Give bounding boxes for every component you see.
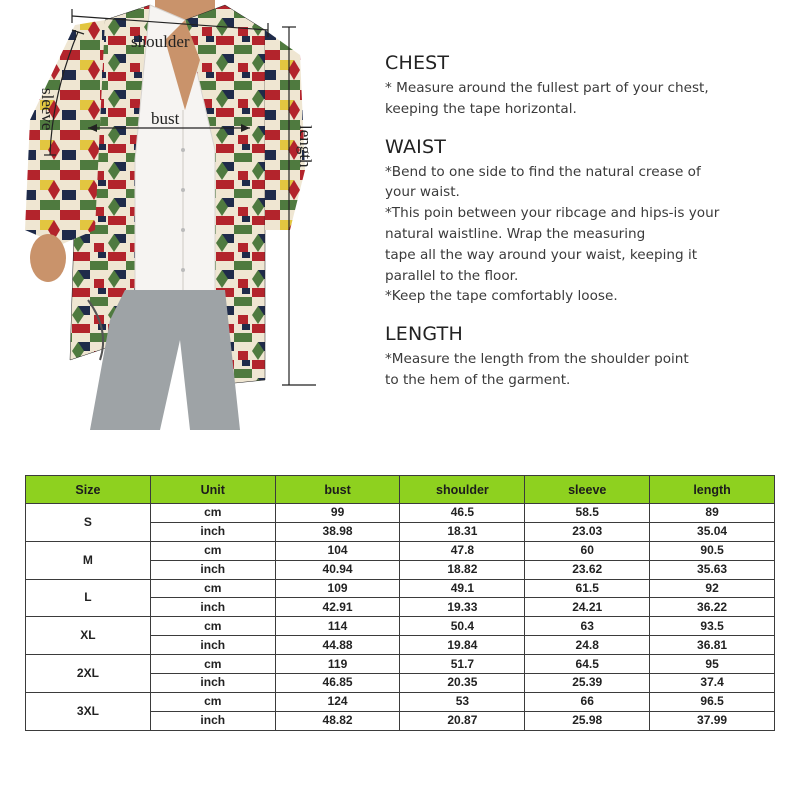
sleeve-cell: 60 (525, 541, 650, 560)
header-size: Size (26, 476, 151, 504)
unit-cell: inch (150, 522, 275, 541)
waist-line: your waist. (385, 184, 460, 201)
length-cell: 35.04 (650, 522, 775, 541)
waist-line: *Bend to one side to find the natural crease of (385, 163, 701, 180)
shoulder-cell: 49.1 (400, 579, 525, 598)
table-body (26, 504, 775, 731)
model-photo (0, 0, 330, 430)
length-line: *Measure the length from the shoulder point (385, 351, 689, 368)
measurement-instructions (385, 52, 785, 407)
unit-cell: cm (150, 692, 275, 711)
table-row (26, 579, 775, 598)
size-cell: L (26, 579, 151, 617)
unit-cell: inch (150, 711, 275, 730)
table-row (26, 617, 775, 636)
bust-cell: 46.85 (275, 674, 400, 693)
length-section (385, 323, 785, 391)
sleeve-cell: 25.98 (525, 711, 650, 730)
shoulder-cell: 50.4 (400, 617, 525, 636)
waist-line: natural waistline. Wrap the measuring (385, 225, 646, 242)
waist-line: parallel to the floor. (385, 267, 519, 284)
bust-cell: 99 (275, 504, 400, 523)
shoulder-cell: 19.33 (400, 598, 525, 617)
chest-title: CHEST (385, 52, 450, 74)
size-cell: 3XL (26, 692, 151, 730)
length-label: length (296, 125, 315, 168)
size-cell: 2XL (26, 655, 151, 693)
size-cell: M (26, 541, 151, 579)
header-unit: Unit (150, 476, 275, 504)
length-cell: 92 (650, 579, 775, 598)
bust-cell: 104 (275, 541, 400, 560)
chest-line: * Measure around the fullest part of your chest, (385, 80, 709, 96)
bust-label: bust (151, 109, 180, 128)
size-cell: S (26, 504, 151, 542)
bust-cell: 38.98 (275, 522, 400, 541)
length-cell: 89 (650, 504, 775, 523)
sleeve-cell: 24.8 (525, 636, 650, 655)
size-chart-table (25, 475, 775, 731)
size-cell: XL (26, 617, 151, 655)
unit-cell: cm (150, 655, 275, 674)
shoulder-cell: 53 (400, 692, 525, 711)
sleeve-cell: 23.03 (525, 522, 650, 541)
table-header-row (26, 476, 775, 504)
shoulder-cell: 51.7 (400, 655, 525, 674)
length-cell: 37.99 (650, 711, 775, 730)
shoulder-cell: 18.31 (400, 522, 525, 541)
unit-cell: inch (150, 674, 275, 693)
sleeve-cell: 64.5 (525, 655, 650, 674)
unit-cell: inch (150, 636, 275, 655)
shoulder-cell: 47.8 (400, 541, 525, 560)
hand (30, 234, 66, 282)
header-shoulder: shoulder (400, 476, 525, 504)
bust-cell: 44.88 (275, 636, 400, 655)
header-length: length (650, 476, 775, 504)
unit-cell: cm (150, 579, 275, 598)
bust-cell: 109 (275, 579, 400, 598)
waist-line: *This poin between your ribcage and hips-is your (385, 205, 720, 222)
length-cell: 35.63 (650, 560, 775, 579)
unit-cell: inch (150, 560, 275, 579)
length-cell: 36.81 (650, 636, 775, 655)
length-cell: 36.22 (650, 598, 775, 617)
length-cell: 93.5 (650, 617, 775, 636)
waist-line: tape all the way around your waist, keeping it (385, 246, 698, 263)
bust-cell: 42.91 (275, 598, 400, 617)
chest-section (385, 52, 785, 120)
header-bust: bust (275, 476, 400, 504)
waist-line: *Keep the tape comfortably loose. (385, 288, 618, 305)
sleeve-cell: 24.21 (525, 598, 650, 617)
length-title: LENGTH (385, 323, 463, 346)
shoulder-label: shoulder (131, 32, 190, 51)
table-row (26, 541, 775, 560)
waist-section (385, 136, 785, 308)
unit-cell: cm (150, 504, 275, 523)
unit-cell: cm (150, 617, 275, 636)
sleeve-cell: 23.62 (525, 560, 650, 579)
sleeve-label: sleeve (38, 88, 57, 131)
bust-cell: 124 (275, 692, 400, 711)
waist-title: WAIST (385, 135, 447, 158)
length-line: to the hem of the garment. (385, 371, 571, 388)
length-cell: 95 (650, 655, 775, 674)
table-row (26, 504, 775, 523)
header-sleeve: sleeve (525, 476, 650, 504)
table-row (26, 655, 775, 674)
sleeve-cell: 25.39 (525, 674, 650, 693)
length-cell: 37.4 (650, 674, 775, 693)
unit-cell: inch (150, 598, 275, 617)
sleeve-cell: 58.5 (525, 504, 650, 523)
table-row (26, 692, 775, 711)
bust-cell: 114 (275, 617, 400, 636)
shoulder-cell: 20.87 (400, 711, 525, 730)
bust-cell: 48.82 (275, 711, 400, 730)
left-sleeve (25, 20, 105, 245)
shoulder-cell: 20.35 (400, 674, 525, 693)
unit-cell: cm (150, 541, 275, 560)
bust-cell: 119 (275, 655, 400, 674)
bust-cell: 40.94 (275, 560, 400, 579)
chest-line: keeping the tape horizontal. (385, 100, 577, 117)
sleeve-cell: 66 (525, 692, 650, 711)
length-cell: 96.5 (650, 692, 775, 711)
sleeve-cell: 63 (525, 617, 650, 636)
shoulder-cell: 19.84 (400, 636, 525, 655)
shoulder-cell: 18.82 (400, 560, 525, 579)
shoulder-cell: 46.5 (400, 504, 525, 523)
sleeve-cell: 61.5 (525, 579, 650, 598)
length-cell: 90.5 (650, 541, 775, 560)
